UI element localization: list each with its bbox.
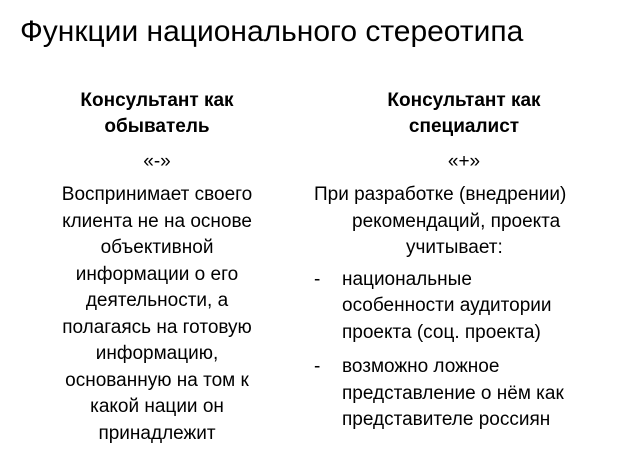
left-description xyxy=(12,182,302,447)
left-heading xyxy=(12,88,302,140)
left-text-line: какой нации он xyxy=(90,396,224,417)
right-sign: «+» xyxy=(447,151,481,172)
right-intro-line: При разработке (внедрении) xyxy=(314,184,567,205)
left-heading-line: Консультант как xyxy=(80,90,234,111)
left-sign: «-» xyxy=(143,151,171,172)
bullet-line: особенности аудитории xyxy=(342,295,552,316)
bullet-line: проекта (соц. проекта) xyxy=(342,321,541,343)
bullet-text xyxy=(342,354,622,434)
left-text-line: информацию, xyxy=(95,343,219,364)
bullet-text xyxy=(342,267,622,347)
right-intro-line: рекомендаций, проекта xyxy=(352,210,561,232)
bullet-marker: - xyxy=(314,268,321,290)
bullet-line: представителе россиян xyxy=(342,409,551,430)
right-column xyxy=(306,88,622,442)
left-text-line: основанную на том к xyxy=(65,369,249,391)
right-heading-line: специалист xyxy=(408,116,520,137)
bullet-line: возможно ложное xyxy=(342,356,500,377)
right-heading-line: Консультант как xyxy=(387,90,541,111)
left-text-line: объективной xyxy=(100,237,214,258)
left-text-line: полагаясь на готовую xyxy=(62,316,252,338)
right-intro-line: учитывает: xyxy=(406,237,503,258)
right-intro xyxy=(306,182,622,262)
left-column xyxy=(12,88,302,447)
left-heading-line: обыватель xyxy=(104,116,210,137)
right-heading xyxy=(306,88,622,140)
list-item xyxy=(306,267,622,347)
left-text-line: принадлежит xyxy=(98,422,216,444)
bullet-line: национальные xyxy=(342,268,472,290)
left-text-line: информации о его xyxy=(75,263,239,285)
bullet-marker: - xyxy=(314,356,321,377)
bullet-line: представление о нём как xyxy=(342,382,564,404)
right-bullet-list xyxy=(306,267,622,434)
left-text-line: Воспринимает своего xyxy=(61,184,253,205)
list-item xyxy=(306,354,622,434)
left-text-line: деятельности, а xyxy=(85,290,229,311)
slide-title: Функции национального стереотипа xyxy=(20,15,524,48)
left-text-line: клиента не на основе xyxy=(62,210,252,232)
